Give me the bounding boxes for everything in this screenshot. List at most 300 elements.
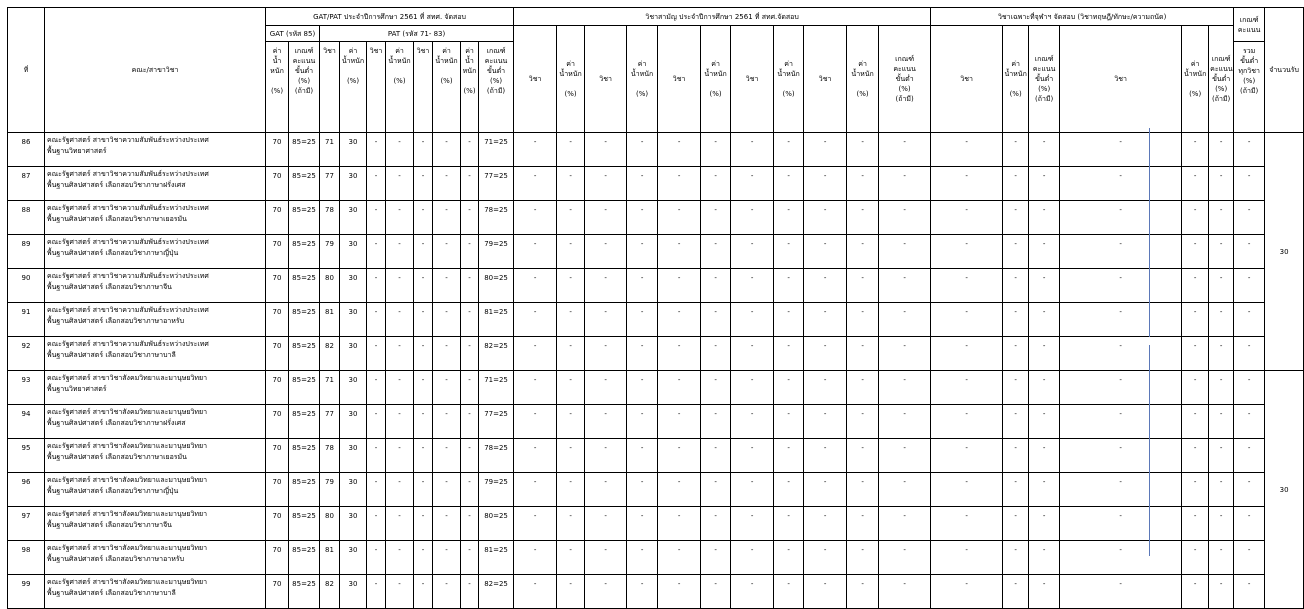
row-pat-weight-4: - xyxy=(461,507,479,541)
row-pat-min: 71=25 xyxy=(479,133,514,167)
row-pat-weight-4: - xyxy=(461,235,479,269)
row-special-min-1: - xyxy=(1029,303,1060,337)
row-special-min-1: - xyxy=(1029,201,1060,235)
table-body xyxy=(8,133,1304,609)
row-no: 87 xyxy=(8,167,45,201)
row-common-weight-1: - xyxy=(557,405,585,439)
row-pat-weight: 30 xyxy=(340,337,367,371)
row-special-subject-2: - xyxy=(1060,405,1182,439)
header-common-weight-3: ค่า น้ำหนัก (%) xyxy=(701,26,731,133)
row-pat-subject-2: - xyxy=(367,541,386,575)
row-special-subject-2: - xyxy=(1060,439,1182,473)
row-pat-weight: 30 xyxy=(340,541,367,575)
row-gat-weight: 70 xyxy=(266,337,289,371)
row-common-min: - xyxy=(879,507,931,541)
row-common-subject-2: - xyxy=(585,405,627,439)
row-common-weight-1: - xyxy=(557,235,585,269)
header-pat-code: PAT (รหัส 71- 83) xyxy=(320,26,514,42)
row-common-weight-5: - xyxy=(847,337,879,371)
row-common-subject-4: - xyxy=(731,507,774,541)
row-special-min-2: - xyxy=(1209,235,1234,269)
row-gat-min: 85=25 xyxy=(289,337,320,371)
row-common-subject-2: - xyxy=(585,167,627,201)
row-pat-min: 81=25 xyxy=(479,303,514,337)
table-row xyxy=(8,269,1304,303)
header-pat-weight-3: ค่า น้ำหนัก (%) xyxy=(433,42,461,133)
table-row xyxy=(8,371,1304,405)
row-common-weight-5: - xyxy=(847,201,879,235)
row-gat-weight: 70 xyxy=(266,575,289,609)
row-no: 90 xyxy=(8,269,45,303)
row-faculty xyxy=(45,337,266,371)
table-row xyxy=(8,337,1304,371)
row-common-subject-4: - xyxy=(731,405,774,439)
row-special-min-2: - xyxy=(1209,439,1234,473)
row-total-min: - xyxy=(1234,541,1265,575)
header-special-subjects: วิชาเฉพาะที่จุฬาฯ จัดสอบ (วิชาทฤษฎี/ทักษะ/ความถนัด) xyxy=(931,8,1234,26)
row-pat-min: 80=25 xyxy=(479,507,514,541)
row-common-subject-4: - xyxy=(731,235,774,269)
row-special-weight-1: - xyxy=(1003,575,1029,609)
row-pat-weight-3: - xyxy=(433,507,461,541)
row-no: 91 xyxy=(8,303,45,337)
row-common-subject-4: - xyxy=(731,541,774,575)
row-special-weight-1: - xyxy=(1003,337,1029,371)
faculty-line-1: คณะรัฐศาสตร์ สาขาวิชาความสัมพันธ์ระหว่างประเทศ xyxy=(47,340,209,348)
table-row xyxy=(8,473,1304,507)
row-pat-subject-2: - xyxy=(367,235,386,269)
row-common-weight-5: - xyxy=(847,371,879,405)
row-gat-weight: 70 xyxy=(266,303,289,337)
row-common-weight-1: - xyxy=(557,507,585,541)
header-pat-min: เกณฑ์ คะแนน ขั้นต่ำ (%) (ถ้ามี) xyxy=(479,42,514,133)
row-common-weight-4: - xyxy=(774,167,804,201)
row-pat-subject: 77 xyxy=(320,167,340,201)
row-pat-subject: 79 xyxy=(320,235,340,269)
row-special-min-2: - xyxy=(1209,541,1234,575)
row-special-min-2: - xyxy=(1209,167,1234,201)
row-pat-weight-2: - xyxy=(386,371,414,405)
faculty-line-2: พื้นฐานศิลปศาสตร์ เลือกสอบวิชาภาษาญี่ปุ่น xyxy=(47,249,179,257)
header-common-weight-5: ค่า น้ำหนัก (%) xyxy=(847,26,879,133)
row-pat-weight: 30 xyxy=(340,167,367,201)
row-pat-subject-3: - xyxy=(414,133,433,167)
row-gat-weight: 70 xyxy=(266,235,289,269)
row-pat-subject-2: - xyxy=(367,201,386,235)
row-common-subject-3: - xyxy=(658,405,701,439)
faculty-line-2: พื้นฐานศิลปศาสตร์ เลือกสอบวิชาภาษาจีน xyxy=(47,521,172,529)
row-pat-min: 78=25 xyxy=(479,201,514,235)
row-special-subject-2: - xyxy=(1060,167,1182,201)
row-pat-weight: 30 xyxy=(340,201,367,235)
row-pat-weight-3: - xyxy=(433,269,461,303)
row-special-min-2: - xyxy=(1209,303,1234,337)
row-common-weight-1: - xyxy=(557,371,585,405)
row-special-weight-2: - xyxy=(1182,235,1209,269)
header-total-min: รวม ขั้นต่ำ ทุกวิชา (%) (ถ้ามี) xyxy=(1234,42,1265,133)
row-special-subject-2: - xyxy=(1060,201,1182,235)
row-common-subject-1: - xyxy=(514,473,557,507)
row-special-weight-1: - xyxy=(1003,201,1029,235)
row-pat-weight-4: - xyxy=(461,371,479,405)
row-common-min: - xyxy=(879,575,931,609)
row-special-weight-2: - xyxy=(1182,337,1209,371)
row-special-subject-2: - xyxy=(1060,337,1182,371)
row-special-min-2: - xyxy=(1209,269,1234,303)
group-bracket-2 xyxy=(1145,345,1150,556)
row-pat-weight: 30 xyxy=(340,473,367,507)
row-special-weight-2: - xyxy=(1182,371,1209,405)
row-special-weight-2: - xyxy=(1182,473,1209,507)
row-pat-weight-3: - xyxy=(433,541,461,575)
row-special-min-2: - xyxy=(1209,473,1234,507)
row-faculty xyxy=(45,473,266,507)
row-common-subject-2: - xyxy=(585,269,627,303)
row-special-subject-1: - xyxy=(931,133,1003,167)
row-pat-subject-2: - xyxy=(367,439,386,473)
row-common-subject-1: - xyxy=(514,201,557,235)
row-pat-subject-2: - xyxy=(367,303,386,337)
row-pat-subject-3: - xyxy=(414,507,433,541)
row-common-subject-2: - xyxy=(585,371,627,405)
row-common-weight-1: - xyxy=(557,541,585,575)
header-common-subject-2: วิชา xyxy=(585,26,627,133)
row-no: 93 xyxy=(8,371,45,405)
row-pat-weight-2: - xyxy=(386,439,414,473)
row-common-subject-5: - xyxy=(804,269,847,303)
row-pat-subject: 71 xyxy=(320,133,340,167)
row-common-weight-1: - xyxy=(557,303,585,337)
row-total-min: - xyxy=(1234,371,1265,405)
row-special-weight-1: - xyxy=(1003,507,1029,541)
row-special-subject-1: - xyxy=(931,269,1003,303)
row-pat-min: 71=25 xyxy=(479,371,514,405)
row-common-subject-5: - xyxy=(804,235,847,269)
row-special-min-1: - xyxy=(1029,235,1060,269)
row-common-weight-4: - xyxy=(774,507,804,541)
row-common-subject-1: - xyxy=(514,133,557,167)
row-common-subject-3: - xyxy=(658,371,701,405)
row-special-subject-2: - xyxy=(1060,473,1182,507)
row-gat-weight: 70 xyxy=(266,473,289,507)
row-common-subject-4: - xyxy=(731,133,774,167)
table-row xyxy=(8,575,1304,609)
row-special-weight-2: - xyxy=(1182,405,1209,439)
row-gat-weight: 70 xyxy=(266,541,289,575)
header-special-subject-1: วิชา xyxy=(931,26,1003,133)
row-common-subject-5: - xyxy=(804,541,847,575)
row-special-subject-2: - xyxy=(1060,507,1182,541)
row-pat-subject: 79 xyxy=(320,473,340,507)
row-pat-weight: 30 xyxy=(340,405,367,439)
header-common-subject-5: วิชา xyxy=(804,26,847,133)
row-pat-weight-2: - xyxy=(386,201,414,235)
row-common-subject-3: - xyxy=(658,541,701,575)
row-no: 95 xyxy=(8,439,45,473)
row-pat-subject-3: - xyxy=(414,167,433,201)
row-common-subject-2: - xyxy=(585,439,627,473)
row-pat-weight-4: - xyxy=(461,405,479,439)
row-no: 98 xyxy=(8,541,45,575)
row-pat-subject-2: - xyxy=(367,473,386,507)
row-special-weight-2: - xyxy=(1182,439,1209,473)
row-pat-weight-2: - xyxy=(386,167,414,201)
row-common-weight-2: - xyxy=(627,269,658,303)
row-pat-weight-4: - xyxy=(461,201,479,235)
header-special-weight-2: ค่า น้ำหนัก (%) xyxy=(1182,26,1209,133)
row-common-weight-3: - xyxy=(701,167,731,201)
row-faculty xyxy=(45,541,266,575)
header-special-weight-1: ค่า น้ำหนัก (%) xyxy=(1003,26,1029,133)
row-common-min: - xyxy=(879,235,931,269)
header-gat-code: GAT (รหัส 85) xyxy=(266,26,320,42)
row-common-min: - xyxy=(879,405,931,439)
row-special-subject-1: - xyxy=(931,201,1003,235)
header-pat-weight-4: ค่า น้ำหนัก (%) xyxy=(461,42,479,133)
row-common-weight-2: - xyxy=(627,575,658,609)
row-pat-weight-4: - xyxy=(461,439,479,473)
row-pat-subject: 77 xyxy=(320,405,340,439)
row-gat-min: 85=25 xyxy=(289,371,320,405)
group-bracket-1 xyxy=(1145,128,1150,337)
row-special-weight-1: - xyxy=(1003,235,1029,269)
faculty-line-2: พื้นฐานศิลปศาสตร์ เลือกสอบวิชาภาษาบาลี xyxy=(47,351,176,359)
row-pat-weight-3: - xyxy=(433,303,461,337)
row-special-weight-1: - xyxy=(1003,405,1029,439)
row-pat-subject-2: - xyxy=(367,167,386,201)
row-common-subject-1: - xyxy=(514,269,557,303)
row-special-subject-2: - xyxy=(1060,133,1182,167)
row-special-min-1: - xyxy=(1029,439,1060,473)
row-special-weight-1: - xyxy=(1003,439,1029,473)
table-row xyxy=(8,439,1304,473)
row-gat-min: 85=25 xyxy=(289,269,320,303)
row-gat-weight: 70 xyxy=(266,269,289,303)
row-special-subject-1: - xyxy=(931,405,1003,439)
row-common-weight-2: - xyxy=(627,167,658,201)
row-pat-weight-3: - xyxy=(433,371,461,405)
row-gat-min: 85=25 xyxy=(289,303,320,337)
row-pat-weight-4: - xyxy=(461,337,479,371)
row-common-subject-5: - xyxy=(804,167,847,201)
faculty-line-2: พื้นฐานศิลปศาสตร์ เลือกสอบวิชาภาษาฝรั่งเศส xyxy=(47,181,186,189)
row-common-weight-1: - xyxy=(557,575,585,609)
row-special-min-2: - xyxy=(1209,507,1234,541)
row-special-min-1: - xyxy=(1029,269,1060,303)
row-total-min: - xyxy=(1234,439,1265,473)
row-pat-subject-3: - xyxy=(414,337,433,371)
row-pat-weight-2: - xyxy=(386,133,414,167)
row-pat-min: 79=25 xyxy=(479,235,514,269)
faculty-line-1: คณะรัฐศาสตร์ สาขาวิชาความสัมพันธ์ระหว่างประเทศ xyxy=(47,204,209,212)
row-common-weight-5: - xyxy=(847,303,879,337)
row-common-subject-3: - xyxy=(658,575,701,609)
row-gat-weight: 70 xyxy=(266,507,289,541)
row-common-min: - xyxy=(879,201,931,235)
faculty-line-2: พื้นฐานศิลปศาสตร์ เลือกสอบวิชาภาษาเยอรมัน xyxy=(47,453,187,461)
row-common-weight-1: - xyxy=(557,167,585,201)
row-pat-subject-3: - xyxy=(414,473,433,507)
row-special-weight-1: - xyxy=(1003,303,1029,337)
row-common-subject-5: - xyxy=(804,507,847,541)
header-common-subjects: วิชาสามัญ ประจำปีการศึกษา 2561 ที่ สทศ.จัดสอบ xyxy=(514,8,931,26)
row-special-weight-2: - xyxy=(1182,167,1209,201)
row-gat-min: 85=25 xyxy=(289,575,320,609)
table-row xyxy=(8,133,1304,167)
row-common-subject-4: - xyxy=(731,303,774,337)
row-pat-subject-3: - xyxy=(414,541,433,575)
row-count: 30 xyxy=(1265,133,1304,371)
header-pat-weight-2: ค่า น้ำหนัก (%) xyxy=(386,42,414,133)
row-no: 94 xyxy=(8,405,45,439)
row-faculty xyxy=(45,507,266,541)
row-pat-weight-4: - xyxy=(461,133,479,167)
row-common-min: - xyxy=(879,269,931,303)
row-common-weight-3: - xyxy=(701,303,731,337)
row-common-subject-5: - xyxy=(804,405,847,439)
row-pat-subject: 78 xyxy=(320,201,340,235)
row-pat-weight: 30 xyxy=(340,371,367,405)
row-common-subject-4: - xyxy=(731,201,774,235)
row-common-weight-2: - xyxy=(627,439,658,473)
header-special-min-2: เกณฑ์ คะแนน ขั้นต่ำ (%) (ถ้ามี) xyxy=(1209,26,1234,133)
row-gat-min: 85=25 xyxy=(289,439,320,473)
header-common-weight-2: ค่า น้ำหนัก (%) xyxy=(627,26,658,133)
row-pat-weight-3: - xyxy=(433,439,461,473)
row-gat-weight: 70 xyxy=(266,371,289,405)
row-special-min-1: - xyxy=(1029,371,1060,405)
row-common-subject-1: - xyxy=(514,371,557,405)
row-no: 89 xyxy=(8,235,45,269)
row-pat-weight-2: - xyxy=(386,269,414,303)
row-special-subject-1: - xyxy=(931,371,1003,405)
row-common-weight-4: - xyxy=(774,405,804,439)
row-common-subject-4: - xyxy=(731,575,774,609)
row-count: 30 xyxy=(1265,371,1304,609)
row-pat-subject: 81 xyxy=(320,541,340,575)
row-common-subject-3: - xyxy=(658,235,701,269)
row-faculty xyxy=(45,405,266,439)
row-common-weight-2: - xyxy=(627,133,658,167)
row-pat-min: 80=25 xyxy=(479,269,514,303)
row-pat-min: 82=25 xyxy=(479,337,514,371)
row-pat-weight-3: - xyxy=(433,167,461,201)
row-common-subject-2: - xyxy=(585,507,627,541)
row-pat-weight-2: - xyxy=(386,473,414,507)
row-pat-weight-4: - xyxy=(461,575,479,609)
row-common-weight-3: - xyxy=(701,201,731,235)
row-special-weight-2: - xyxy=(1182,269,1209,303)
row-special-subject-1: - xyxy=(931,235,1003,269)
row-gat-min: 85=25 xyxy=(289,167,320,201)
row-total-min: - xyxy=(1234,473,1265,507)
row-gat-weight: 70 xyxy=(266,167,289,201)
row-pat-subject-2: - xyxy=(367,269,386,303)
row-common-subject-5: - xyxy=(804,439,847,473)
faculty-line-2: พื้นฐานศิลปศาสตร์ เลือกสอบวิชาภาษาฝรั่งเศส xyxy=(47,419,186,427)
row-total-min: - xyxy=(1234,269,1265,303)
row-common-subject-1: - xyxy=(514,405,557,439)
row-common-subject-2: - xyxy=(585,201,627,235)
header-common-subject-1: วิชา xyxy=(514,26,557,133)
row-special-subject-2: - xyxy=(1060,235,1182,269)
row-special-min-1: - xyxy=(1029,405,1060,439)
row-pat-weight-4: - xyxy=(461,167,479,201)
row-special-subject-1: - xyxy=(931,337,1003,371)
row-common-subject-5: - xyxy=(804,303,847,337)
row-common-min: - xyxy=(879,133,931,167)
row-common-weight-3: - xyxy=(701,269,731,303)
row-pat-subject-3: - xyxy=(414,405,433,439)
row-special-min-1: - xyxy=(1029,541,1060,575)
row-common-weight-1: - xyxy=(557,201,585,235)
table-row xyxy=(8,303,1304,337)
row-pat-min: 77=25 xyxy=(479,405,514,439)
row-common-weight-5: - xyxy=(847,473,879,507)
row-common-subject-5: - xyxy=(804,575,847,609)
row-common-weight-4: - xyxy=(774,541,804,575)
row-common-subject-1: - xyxy=(514,575,557,609)
row-pat-weight-4: - xyxy=(461,269,479,303)
row-common-weight-3: - xyxy=(701,541,731,575)
row-common-weight-5: - xyxy=(847,133,879,167)
faculty-line-1: คณะรัฐศาสตร์ สาขาวิชาสังคมวิทยาและมานุษยวิทยา xyxy=(47,408,208,416)
row-special-weight-1: - xyxy=(1003,541,1029,575)
row-common-weight-3: - xyxy=(701,235,731,269)
faculty-line-2: พื้นฐานศิลปศาสตร์ เลือกสอบวิชาภาษาอาหรับ xyxy=(47,555,185,563)
row-pat-weight-3: - xyxy=(433,405,461,439)
row-pat-weight-3: - xyxy=(433,575,461,609)
row-special-weight-2: - xyxy=(1182,303,1209,337)
row-faculty xyxy=(45,575,266,609)
row-common-subject-3: - xyxy=(658,439,701,473)
row-pat-subject-3: - xyxy=(414,371,433,405)
row-common-subject-4: - xyxy=(731,269,774,303)
row-total-min: - xyxy=(1234,167,1265,201)
table-row xyxy=(8,201,1304,235)
row-pat-min: 78=25 xyxy=(479,439,514,473)
row-common-subject-1: - xyxy=(514,337,557,371)
faculty-line-1: คณะรัฐศาสตร์ สาขาวิชาสังคมวิทยาและมานุษยวิทยา xyxy=(47,442,208,450)
faculty-line-1: คณะรัฐศาสตร์ สาขาวิชาสังคมวิทยาและมานุษยวิทยา xyxy=(47,544,208,552)
row-common-weight-5: - xyxy=(847,507,879,541)
row-no: 96 xyxy=(8,473,45,507)
row-special-min-2: - xyxy=(1209,133,1234,167)
row-common-subject-5: - xyxy=(804,371,847,405)
row-pat-weight-4: - xyxy=(461,473,479,507)
row-common-min: - xyxy=(879,371,931,405)
header-no: ที่ xyxy=(8,8,45,133)
row-special-weight-2: - xyxy=(1182,575,1209,609)
row-pat-weight-4: - xyxy=(461,303,479,337)
row-pat-subject: 82 xyxy=(320,337,340,371)
header-common-min: เกณฑ์ คะแนน ขั้นต่ำ (%) (ถ้ามี) xyxy=(879,26,931,133)
faculty-line-2: พื้นฐานวิทยาศาสตร์ xyxy=(47,385,107,393)
row-common-subject-2: - xyxy=(585,473,627,507)
row-common-weight-2: - xyxy=(627,337,658,371)
row-common-subject-3: - xyxy=(658,269,701,303)
row-total-min: - xyxy=(1234,575,1265,609)
header-faculty: คณะ/สาขาวิชา xyxy=(45,8,266,133)
row-pat-subject-3: - xyxy=(414,201,433,235)
row-pat-subject-2: - xyxy=(367,371,386,405)
row-common-subject-5: - xyxy=(804,201,847,235)
row-pat-weight: 30 xyxy=(340,439,367,473)
row-common-subject-1: - xyxy=(514,235,557,269)
row-pat-weight-2: - xyxy=(386,541,414,575)
row-gat-min: 85=25 xyxy=(289,541,320,575)
header-pat-subject-1: วิชา xyxy=(320,42,340,133)
